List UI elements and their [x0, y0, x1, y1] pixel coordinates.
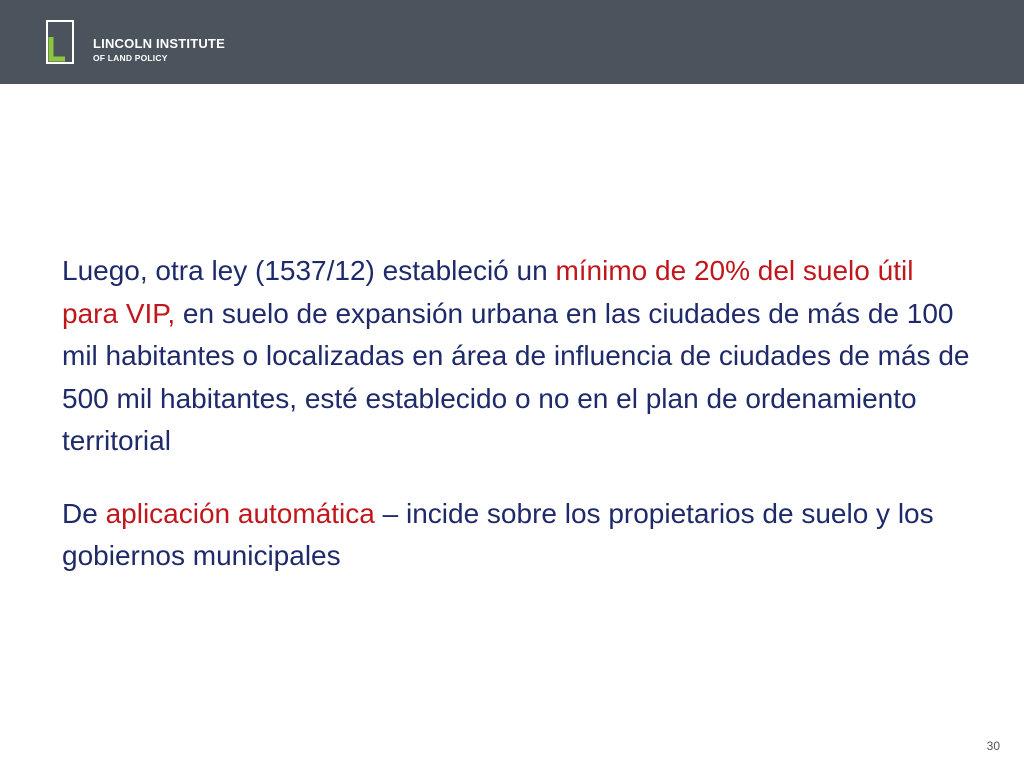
logo-subtitle: OF LAND POLICY: [93, 53, 168, 63]
logo-mark-icon: [45, 19, 75, 65]
paragraph1-text-start: Luego, otra ley (1537/12) estableció un: [62, 255, 556, 286]
paragraph2-highlight: aplicación automática: [105, 497, 375, 529]
lincoln-institute-logo: [45, 19, 245, 65]
page-number: 30: [986, 739, 1000, 753]
paragraph-aplicacion: [62, 493, 972, 578]
paragraph1-highlight: mínimo de 20% del suelo útil para VIP,: [62, 255, 914, 329]
paragraph-ley-1537: [62, 250, 972, 463]
header-bar: [0, 0, 1024, 84]
slide-content: [62, 250, 972, 578]
paragraph2-text-end: – incide sobre los propietarios de suelo y los gobiernos municipales: [62, 497, 934, 571]
logo-title: LINCOLN INSTITUTE: [93, 36, 225, 51]
paragraph1-text-end: en suelo de expansión urbana en las ciudades de más de 100 mil habitantes o localizadas en área de influencia de ciudades de más de 500 mil habitantes, esté establecido o no en el plan de ordenamiento territorial: [62, 297, 970, 456]
paragraph2-text-start: De: [62, 497, 106, 529]
